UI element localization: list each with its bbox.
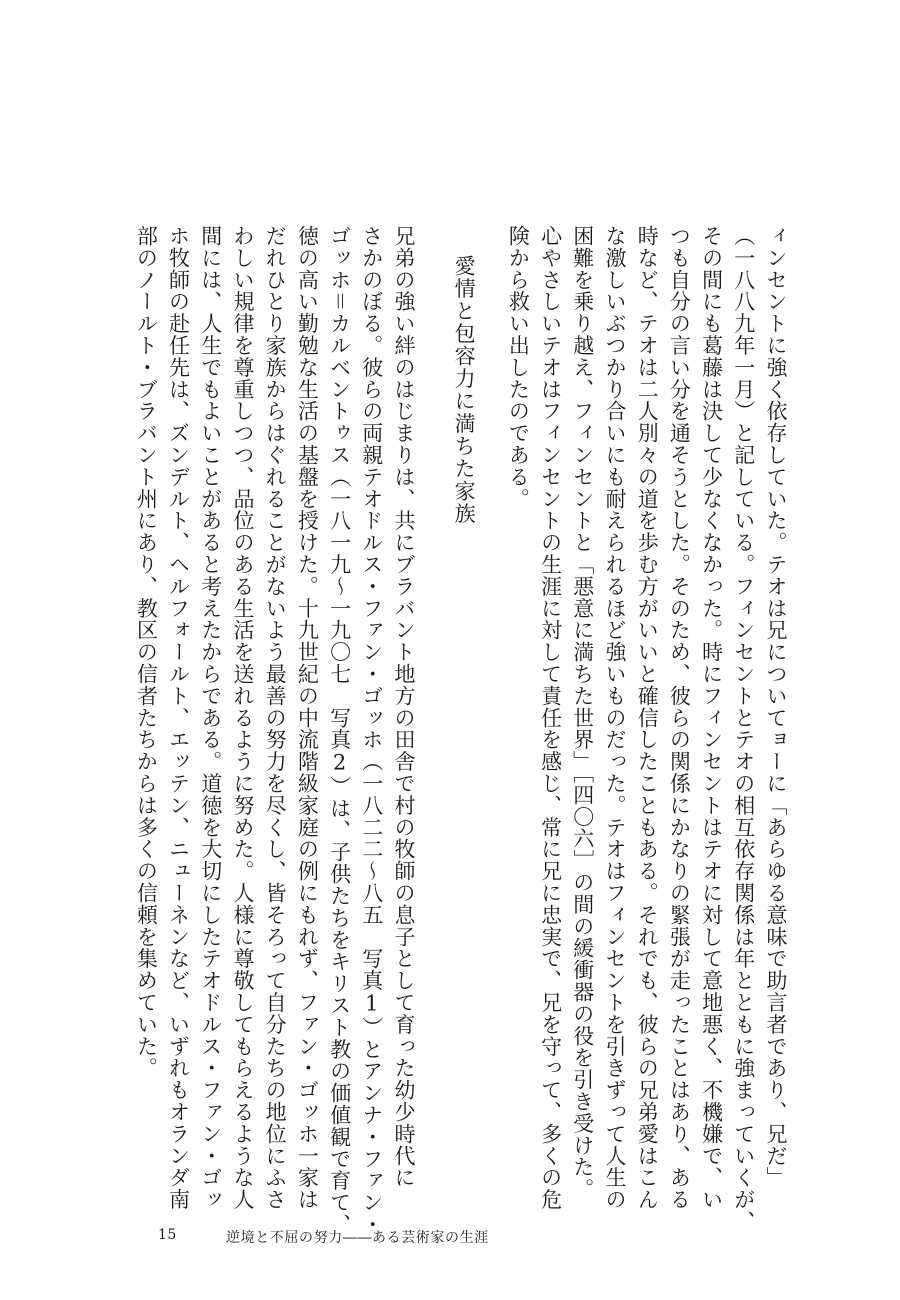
text-line: 間には、人生でもよいことがあると考えたからである。道徳を大切にしたテオドルス・ファン・ゴッ	[198, 225, 223, 1211]
page-footer	[0, 1227, 900, 1257]
text-line: 険から救い出したのである。	[506, 225, 531, 510]
text-line: ィンセントに強く依存していた。テオは兄についてョーに「あらゆる意味で助言者であり、兄だ」	[764, 225, 788, 1189]
section-heading-wrap	[448, 225, 480, 1185]
text-line: つも自分の言い分を通そうとした。そのため、彼らの関係にかなりの緊張が走ったことはあり、ある	[667, 225, 692, 1211]
page-number: 15	[158, 1227, 177, 1243]
text-line: 部のノールト・ブラバント州にあり、教区の信者たちからは多くの信頼を集めていた。	[134, 225, 159, 1080]
text-line: ホ牧師の赴任先は、ズンデルト、ヘルフォールト、エッテン、ニューネンなど、いずれもオランダ南	[166, 225, 191, 1211]
text-line: さかのぼる。彼らの両親テオドルス・ファン・ゴッホ（一八二二〜八五 写真1）とアンナ・ファン・	[359, 225, 384, 1236]
paragraph-1	[502, 225, 792, 1233]
text-line: 困難を乗り越え、フィンセントと「悪意に満ちた世界」［四〇六］の間の緩衝器の役を引き受けた。	[570, 225, 595, 1200]
text-line: わしい規律を尊重しつつ、品位のある生活を送れるように努めた。人様に尊敬してもらえるような人	[230, 225, 255, 1211]
text-line: だれひとり家族からはぐれることがないよう最善の努力を尽くし、皆そろって自分たちの地位にふさ	[263, 225, 288, 1211]
text-line: （一八八九年一月）と記している。フィンセントとテオの相互依存関係は年とともに強まっていくが、	[731, 225, 756, 1233]
text-line: その間にも葛藤は決して少なくなかった。時にフィンセントはテオに対して意地悪く、不機嫌で、い	[699, 225, 724, 1211]
text-line: な激しいぶつかり合いにも耐えられるほど強いものだった。テオはフィンセントを引きずって人生の	[602, 225, 627, 1211]
text-line: ゴッホ＝カルベントゥス（一八一九〜一九〇七 写真2）は、子供たちをキリスト教の価値観で育て、	[327, 225, 352, 1236]
text-line: 兄弟の強い絆のはじまりは、共にブラバント地方の田舎で村の牧師の息子として育った幼少時代に	[391, 225, 416, 1189]
text-line: 時など、テオは二人別々の道を歩む方がいいと確信したこともある。それでも、彼らの兄弟愛はこん	[635, 225, 660, 1211]
text-line: 徳の高い勤勉な生活の基盤を授けた。十九世紀の中流階級家庭の例にもれず、ファン・ゴッホ一家は	[295, 225, 320, 1211]
text-line: 心やさしいテオはフィンセントの生涯に対して責任を感じ、常に兄に忠実で、兄を守って、多くの危	[538, 225, 563, 1211]
running-title: 逆境と不屈の努力――ある芸術家の生涯	[226, 1230, 489, 1246]
section-heading: 愛情と包容力に満ちた家族	[452, 255, 477, 525]
